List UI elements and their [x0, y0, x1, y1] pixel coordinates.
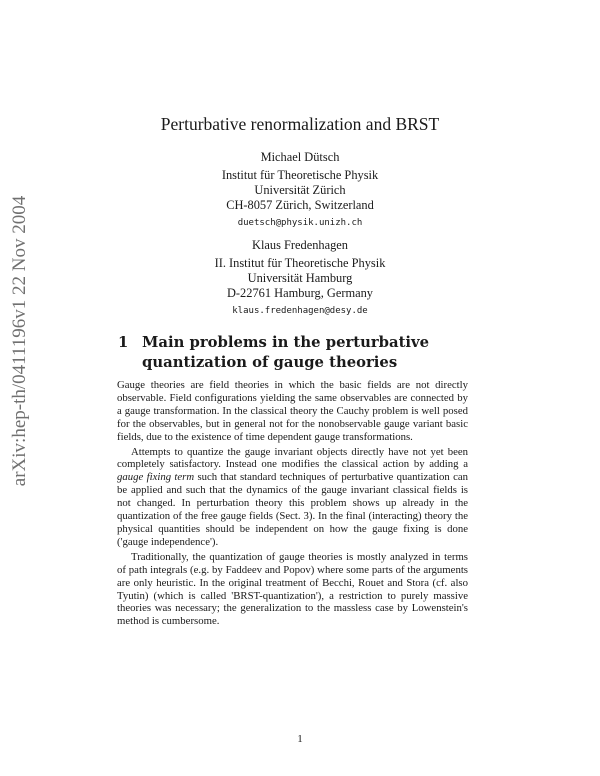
author-name: Michael Dütsch [260, 150, 340, 164]
emphasized-term: gauge fixing term [117, 471, 195, 484]
paragraph: Traditionally, the quantization of gauge theories is mostly analyzed in terms of path integrals (e.g. by Faddeev and Popov) where some parts of the arguments are only heuristic. In the original treatment of Becchi, Rouet and Stora (cf. also Tyutin) (which is called 'BRST-quantization'), a restriction to purely massive theories was necessary; the generalization to the massless case by Lowenstein's method is cumbersome. [117, 550, 468, 628]
author-block-2 [0, 238, 600, 319]
paragraph-text: Attempts to quantize the gauge invariant objects directly have not yet been completely satisfactory. Instead one modifies the classical action by adding a [117, 445, 468, 471]
page-number: 1 [297, 733, 303, 745]
affiliation-line: Universität Zürich [254, 183, 346, 197]
paragraph: Gauge theories are field theories in which the basic fields are not directly observable. Field configurations yielding the same observables are connected by a gauge transformation. In the classical theory the Cauchy problem is well posed for the observables, but in general not for the nonobservable gauge variant basic fields, due to the existence of time dependent gauge transformations. [117, 379, 468, 443]
paragraph [117, 446, 468, 549]
affiliation-line: Institut für Theoretische Physik [221, 168, 379, 182]
paper-title: Perturbative renormalization and BRST [160, 114, 440, 134]
section-heading [118, 333, 478, 373]
author-block-1 [0, 150, 600, 231]
section-body [117, 379, 468, 628]
affiliation-line: D-22761 Hamburg, Germany [226, 286, 374, 300]
affiliation-line: II. Institut für Theoretische Physik [214, 256, 386, 270]
author-name: Klaus Fredenhagen [252, 238, 348, 252]
arxiv-identifier: arXiv:hep-th/0411196v1 22 Nov 2004 [9, 195, 30, 487]
author-email: klaus.fredenhagen@desy.de [232, 306, 368, 316]
affiliation-line: CH-8057 Zürich, Switzerland [226, 198, 374, 212]
author-email: duetsch@physik.unizh.ch [237, 218, 363, 228]
section-title: Main problems in the perturbative quantization of gauge theories [142, 334, 430, 371]
affiliation-line: Universität Hamburg [247, 271, 353, 285]
paragraph-text: such that standard techniques of perturbative quantization can be applied and such that the dynamics of the gauge invariant classical fields is not changed. In perturbation theory this problem shows up already in the quantization of the free gauge fields (Sect. 3). In the final (interacting) theory the physical quantities should be independent on how the gauge fixing is done ('gauge independence'). [117, 471, 468, 548]
section-number: 1 [118, 334, 129, 351]
